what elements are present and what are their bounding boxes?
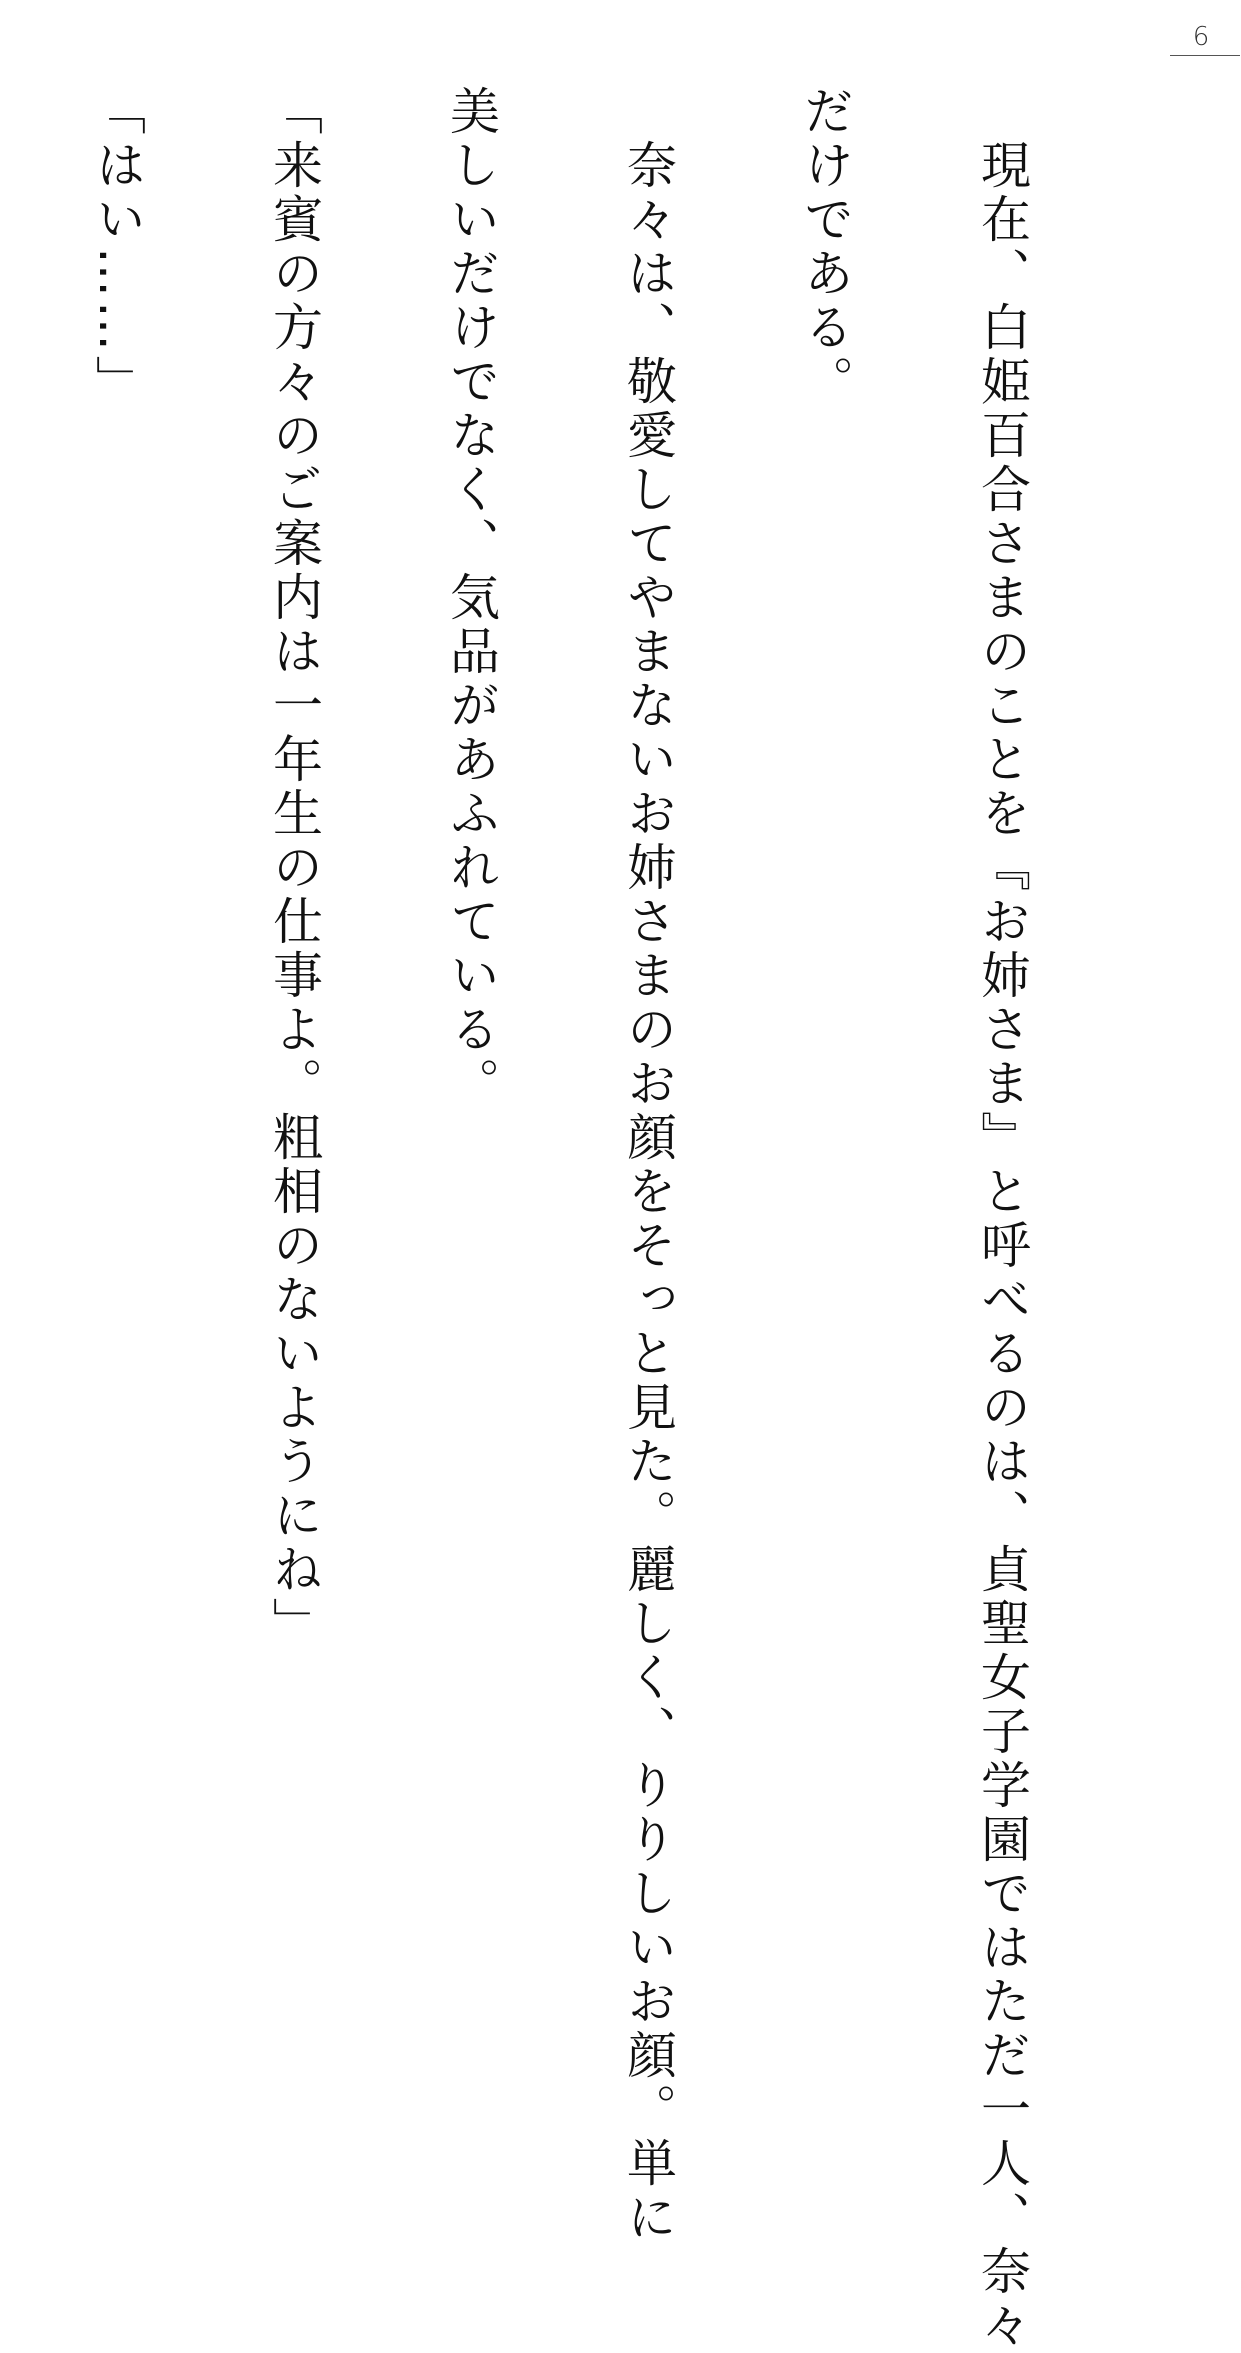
text-line: 「来賓の方々のご案内は一年生の仕事よ。粗相のないようにね」 [265,85,323,1651]
vertical-body-text [0,85,1149,2353]
page-number-rule [1170,55,1240,56]
text-line: 美しいだけでなく、気品があふれている。 [442,85,500,1111]
page-number: 6 [1192,22,1210,52]
text-line: 「はい……」 [88,85,146,409]
text-line: 奈々は、敬愛してやまないお姉さまのお顔をそっと見た。麗しく、りりしいお顔。単に [619,85,677,2245]
text-line: だけである。 [796,85,854,409]
text-line: 現在、白姫百合さまのことを『お姉さま』と呼べるのは、貞聖女子学園ではただ一人、奈々 [973,85,1031,2353]
